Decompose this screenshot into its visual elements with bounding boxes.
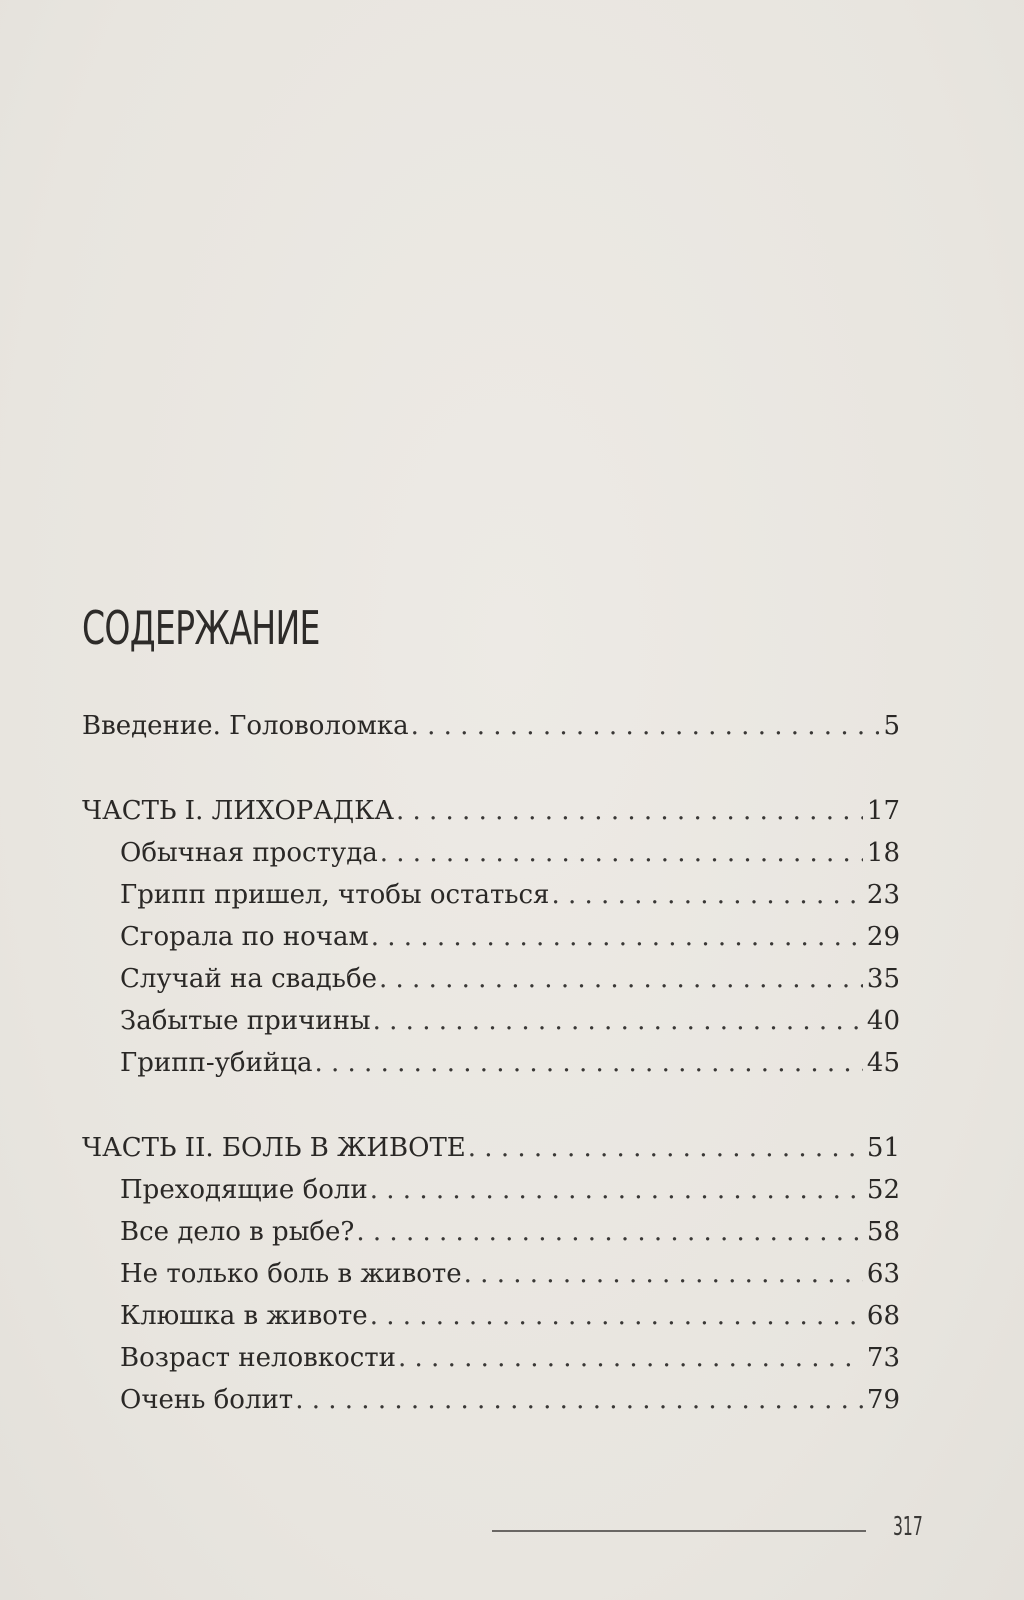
dot-leader [370, 1295, 863, 1337]
dot-leader [371, 916, 863, 958]
toc-entry-label: Клюшка в животе [120, 1301, 368, 1331]
toc-entry [82, 1337, 900, 1379]
toc-entry-page: 63 [866, 1259, 900, 1289]
toc-entry-label: Введение. Головоломка [82, 711, 409, 741]
dot-leader [356, 1211, 863, 1253]
footer-rule [492, 1530, 866, 1532]
dot-leader [398, 1337, 863, 1379]
toc-entry-page: 51 [866, 1133, 900, 1163]
toc-entry-page: 18 [866, 838, 900, 868]
toc-entry [82, 1000, 900, 1042]
toc-entry-page: 68 [866, 1301, 900, 1331]
dot-leader [295, 1379, 863, 1421]
toc-entry-label: Не только боль в животе [120, 1259, 462, 1289]
table-of-contents [82, 705, 900, 1421]
toc-entry-page: 5 [883, 711, 900, 741]
toc-entry-page: 79 [866, 1385, 900, 1415]
dot-leader [464, 1253, 863, 1295]
toc-entry [82, 1295, 900, 1337]
toc-entry-label: ЧАСТЬ I. ЛИХОРАДКА [82, 796, 394, 826]
toc-entry-page: 40 [866, 1006, 900, 1036]
toc-entry-label: Очень болит [120, 1385, 294, 1415]
page-number: 317 [893, 1512, 923, 1542]
toc-entry [82, 1169, 900, 1211]
toc-entry [82, 832, 900, 874]
toc-entry [82, 1379, 900, 1421]
dot-leader [314, 1042, 862, 1084]
toc-entry [82, 790, 900, 832]
toc-entry-label: Случай на свадьбе [120, 964, 377, 994]
dot-leader [551, 874, 862, 916]
dot-leader [370, 1169, 863, 1211]
toc-entry-page: 17 [866, 796, 900, 826]
toc-entry [82, 1253, 900, 1295]
toc-entry [82, 916, 900, 958]
toc-entry-label: Грипп пришел, чтобы остаться [120, 880, 550, 910]
dot-leader [373, 1000, 863, 1042]
toc-entry-label: Грипп-убийца [120, 1048, 313, 1078]
dot-leader [396, 790, 863, 832]
toc-entry [82, 958, 900, 1000]
dot-leader [468, 1127, 863, 1169]
dot-leader [411, 705, 880, 747]
toc-entry [82, 1127, 900, 1169]
toc-entry-label: Обычная простуда [120, 838, 378, 868]
toc-entry-page: 58 [866, 1217, 900, 1247]
toc-entry-label: Возраст неловкости [120, 1343, 396, 1373]
dot-leader [379, 958, 863, 1000]
toc-entry-label: Сгорала по ночам [120, 922, 369, 952]
dot-leader [380, 832, 863, 874]
toc-entry [82, 705, 900, 747]
toc-entry-page: 35 [866, 964, 900, 994]
toc-entry [82, 874, 900, 916]
toc-entry-label: Все дело в рыбе? [120, 1217, 355, 1247]
toc-entry-label: Забытые причины [120, 1006, 371, 1036]
toc-entry-page: 29 [866, 922, 900, 952]
page-title: СОДЕРЖАНИЕ [82, 601, 320, 655]
toc-entry [82, 1211, 900, 1253]
toc-entry-label: Преходящие боли [120, 1175, 368, 1205]
toc-entry-page: 52 [866, 1175, 900, 1205]
toc-entry-page: 23 [866, 880, 900, 910]
toc-entry-page: 45 [866, 1048, 900, 1078]
toc-entry [82, 1042, 900, 1084]
toc-entry-label: ЧАСТЬ II. БОЛЬ В ЖИВОТЕ [82, 1133, 466, 1163]
toc-entry-page: 73 [866, 1343, 900, 1373]
